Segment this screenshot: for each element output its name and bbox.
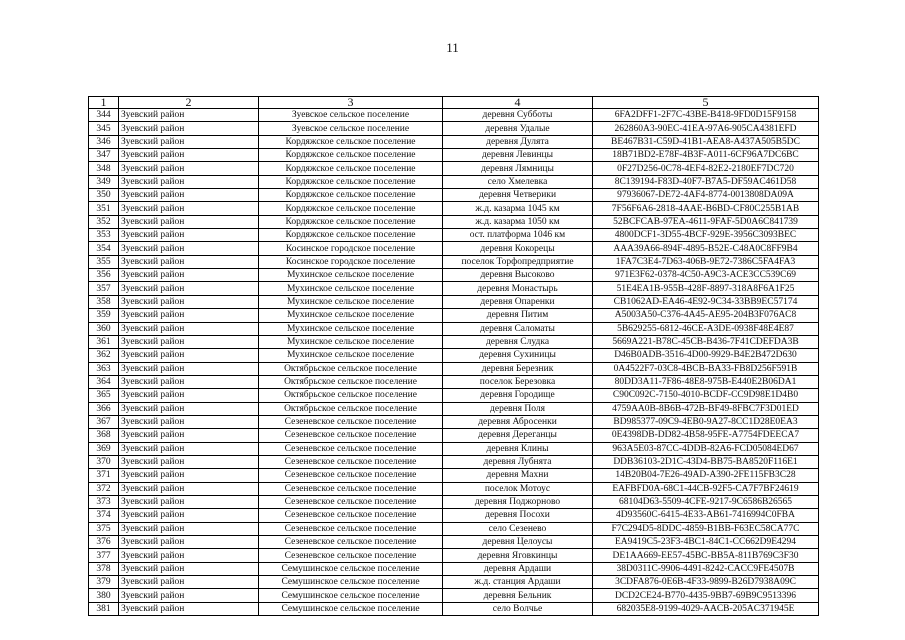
table-row bbox=[89, 429, 819, 442]
guid-cell: F7C294D5-8DDC-4859-B1BB-F63EC58CA77C bbox=[593, 522, 819, 535]
district-cell: Зуевский район bbox=[119, 429, 259, 442]
guid-cell: 97936067-DE72-4AF4-8774-0013808DA09A bbox=[593, 189, 819, 202]
row-number: 352 bbox=[89, 215, 119, 228]
district-cell: Зуевский район bbox=[119, 295, 259, 308]
district-cell: Зуевский район bbox=[119, 602, 259, 615]
district-cell: Зуевский район bbox=[119, 522, 259, 535]
column-header-locality: 4 bbox=[443, 97, 593, 109]
row-number: 353 bbox=[89, 229, 119, 242]
table-row bbox=[89, 362, 819, 375]
table-row bbox=[89, 109, 819, 122]
locality-cell: деревня Березник bbox=[443, 362, 593, 375]
settlement-cell: Сезеневское сельское поселение bbox=[259, 522, 443, 535]
row-number: 358 bbox=[89, 295, 119, 308]
settlement-cell: Семушинское сельское поселение bbox=[259, 576, 443, 589]
locality-cell: поселок Березовка bbox=[443, 375, 593, 388]
settlement-cell: Кордяжское сельское поселение bbox=[259, 135, 443, 148]
district-cell: Зуевский район bbox=[119, 562, 259, 575]
row-number: 363 bbox=[89, 362, 119, 375]
district-cell: Зуевский район bbox=[119, 455, 259, 468]
district-cell: Зуевский район bbox=[119, 549, 259, 562]
locality-cell: деревня Лубнята bbox=[443, 455, 593, 468]
guid-cell: 262860A3-90EC-41EA-97A6-905CA4381EFD bbox=[593, 122, 819, 135]
column-header-district: 2 bbox=[119, 97, 259, 109]
table-row bbox=[89, 469, 819, 482]
district-cell: Зуевский район bbox=[119, 322, 259, 335]
locality-cell: деревня Слудка bbox=[443, 335, 593, 348]
settlement-cell: Кордяжское сельское поселение bbox=[259, 215, 443, 228]
row-number: 372 bbox=[89, 482, 119, 495]
settlement-cell: Октябрьское сельское поселение bbox=[259, 362, 443, 375]
settlement-cell: Сезеневское сельское поселение bbox=[259, 549, 443, 562]
table-row bbox=[89, 482, 819, 495]
table-row bbox=[89, 149, 819, 162]
settlement-cell: Мухинское сельское поселение bbox=[259, 295, 443, 308]
settlement-cell: Сезеневское сельское поселение bbox=[259, 455, 443, 468]
row-number: 347 bbox=[89, 149, 119, 162]
locality-cell: деревня Целоусы bbox=[443, 536, 593, 549]
guid-cell: DE1AA669-EE57-45BC-BB5A-811B769C3F30 bbox=[593, 549, 819, 562]
settlement-cell: Мухинское сельское поселение bbox=[259, 349, 443, 362]
district-cell: Зуевский район bbox=[119, 135, 259, 148]
locality-registry-table bbox=[88, 96, 819, 616]
row-number: 357 bbox=[89, 282, 119, 295]
district-cell: Зуевский район bbox=[119, 242, 259, 255]
row-number: 367 bbox=[89, 415, 119, 428]
district-cell: Зуевский район bbox=[119, 375, 259, 388]
row-number: 366 bbox=[89, 402, 119, 415]
district-cell: Зуевский район bbox=[119, 576, 259, 589]
locality-cell: деревня Левинцы bbox=[443, 149, 593, 162]
district-cell: Зуевский район bbox=[119, 402, 259, 415]
table-row bbox=[89, 576, 819, 589]
table-row bbox=[89, 549, 819, 562]
locality-cell: ж.д. станция Ардаши bbox=[443, 576, 593, 589]
district-cell: Зуевский район bbox=[119, 282, 259, 295]
locality-cell: деревня Дереганцы bbox=[443, 429, 593, 442]
column-header-guid: 5 bbox=[593, 97, 819, 109]
district-cell: Зуевский район bbox=[119, 349, 259, 362]
row-number: 381 bbox=[89, 602, 119, 615]
locality-cell: деревня Саломаты bbox=[443, 322, 593, 335]
table-row bbox=[89, 295, 819, 308]
district-cell: Зуевский район bbox=[119, 362, 259, 375]
table-row bbox=[89, 282, 819, 295]
locality-cell: село Волчье bbox=[443, 602, 593, 615]
row-number: 346 bbox=[89, 135, 119, 148]
table-row bbox=[89, 349, 819, 362]
row-number: 378 bbox=[89, 562, 119, 575]
page-number: 11 bbox=[446, 40, 459, 55]
row-number: 365 bbox=[89, 389, 119, 402]
settlement-cell: Октябрьское сельское поселение bbox=[259, 402, 443, 415]
guid-cell: 0F27D256-0C78-4EF4-82E2-2180EF7DC720 bbox=[593, 162, 819, 175]
locality-cell: деревня Лямницы bbox=[443, 162, 593, 175]
settlement-cell: Сезеневское сельское поселение bbox=[259, 415, 443, 428]
table-row bbox=[89, 509, 819, 522]
guid-cell: 7F56F6A6-2818-4AAE-B6BD-CF80C255B1AB bbox=[593, 202, 819, 215]
guid-cell: 0A4522F7-03C8-4BCB-BA33-FB8D256F591B bbox=[593, 362, 819, 375]
guid-cell: 0E4398DB-DD82-4B58-95FE-A7754FDEECA7 bbox=[593, 429, 819, 442]
row-number: 350 bbox=[89, 189, 119, 202]
table-row bbox=[89, 175, 819, 188]
table-row bbox=[89, 495, 819, 508]
row-number: 368 bbox=[89, 429, 119, 442]
table-row bbox=[89, 269, 819, 282]
row-number: 370 bbox=[89, 455, 119, 468]
settlement-cell: Сезеневское сельское поселение bbox=[259, 469, 443, 482]
locality-cell: деревня Поля bbox=[443, 402, 593, 415]
guid-cell: 5B629255-6812-46CE-A3DE-0938F48E4E87 bbox=[593, 322, 819, 335]
guid-cell: DDB36103-2D1C-43D4-BB75-BA8520F116E1 bbox=[593, 455, 819, 468]
table-row bbox=[89, 242, 819, 255]
guid-cell: EAFBFD0A-68C1-44CB-92F5-CA7F7BF24619 bbox=[593, 482, 819, 495]
district-cell: Зуевский район bbox=[119, 495, 259, 508]
guid-cell: 971E3F62-0378-4C50-A9C3-ACE3CC539C69 bbox=[593, 269, 819, 282]
locality-cell: деревня Опаренки bbox=[443, 295, 593, 308]
settlement-cell: Мухинское сельское поселение bbox=[259, 322, 443, 335]
district-cell: Зуевский район bbox=[119, 189, 259, 202]
guid-cell: CB1062AD-EA46-4E92-9C34-33BB9EC57174 bbox=[593, 295, 819, 308]
table-row bbox=[89, 189, 819, 202]
locality-cell: деревня Субботы bbox=[443, 109, 593, 122]
district-cell: Зуевский район bbox=[119, 229, 259, 242]
settlement-cell: Мухинское сельское поселение bbox=[259, 269, 443, 282]
guid-cell: 4800DCF1-3D55-4BCF-929E-3956C3093BEC bbox=[593, 229, 819, 242]
locality-cell: деревня Абросенки bbox=[443, 415, 593, 428]
row-number: 380 bbox=[89, 589, 119, 602]
district-cell: Зуевский район bbox=[119, 175, 259, 188]
table-header-row bbox=[89, 97, 819, 109]
locality-cell: деревня Дулята bbox=[443, 135, 593, 148]
table-row bbox=[89, 135, 819, 148]
settlement-cell: Зуевское сельское поселение bbox=[259, 122, 443, 135]
table-row bbox=[89, 455, 819, 468]
row-number: 377 bbox=[89, 549, 119, 562]
settlement-cell: Сезеневское сельское поселение bbox=[259, 536, 443, 549]
guid-cell: 4D93560C-6415-4E33-AB61-7416994C0FBA bbox=[593, 509, 819, 522]
district-cell: Зуевский район bbox=[119, 269, 259, 282]
locality-cell: деревня Сухиницы bbox=[443, 349, 593, 362]
guid-cell: A5003A50-C376-4A45-AE95-204B3F076AC8 bbox=[593, 309, 819, 322]
guid-cell: 51E4EA1B-955B-428F-8897-318A8F6A1F25 bbox=[593, 282, 819, 295]
settlement-cell: Кордяжское сельское поселение bbox=[259, 202, 443, 215]
guid-cell: BE467B31-C59D-41B1-AEA8-A437A505B5DC bbox=[593, 135, 819, 148]
row-number: 364 bbox=[89, 375, 119, 388]
table-row bbox=[89, 215, 819, 228]
district-cell: Зуевский район bbox=[119, 536, 259, 549]
settlement-cell: Косинское городское поселение bbox=[259, 255, 443, 268]
table-row bbox=[89, 255, 819, 268]
guid-cell: 4759AA0B-8B6B-472B-BF49-8FBC7F3D01ED bbox=[593, 402, 819, 415]
table-row bbox=[89, 415, 819, 428]
locality-cell: деревня Удалые bbox=[443, 122, 593, 135]
district-cell: Зуевский район bbox=[119, 335, 259, 348]
row-number: 360 bbox=[89, 322, 119, 335]
table-row bbox=[89, 442, 819, 455]
district-cell: Зуевский район bbox=[119, 589, 259, 602]
locality-cell: ж.д. казарма 1045 км bbox=[443, 202, 593, 215]
guid-cell: 5669A221-B78C-45CB-B436-7F41CDEFDA3B bbox=[593, 335, 819, 348]
settlement-cell: Сезеневское сельское поселение bbox=[259, 495, 443, 508]
settlement-cell: Сезеневское сельское поселение bbox=[259, 482, 443, 495]
table-row bbox=[89, 202, 819, 215]
settlement-cell: Семушинское сельское поселение bbox=[259, 589, 443, 602]
guid-cell: 18B71BD2-E78F-4B3F-A011-6CF96A7DC6BC bbox=[593, 149, 819, 162]
locality-cell: деревня Монастырь bbox=[443, 282, 593, 295]
table-row bbox=[89, 309, 819, 322]
settlement-cell: Семушинское сельское поселение bbox=[259, 562, 443, 575]
guid-cell: 14B20B04-7E26-49AD-A390-2FE115FB3C28 bbox=[593, 469, 819, 482]
settlement-cell: Мухинское сельское поселение bbox=[259, 309, 443, 322]
district-cell: Зуевский район bbox=[119, 309, 259, 322]
table-row bbox=[89, 602, 819, 615]
district-cell: Зуевский район bbox=[119, 389, 259, 402]
guid-cell: AAA39A66-894F-4895-B52E-C48A0C8FF9B4 bbox=[593, 242, 819, 255]
guid-cell: 80DD3A11-7F86-48E8-975B-E440E2B06DA1 bbox=[593, 375, 819, 388]
locality-cell: село Хмелевка bbox=[443, 175, 593, 188]
locality-cell: ж.д. казарма 1050 км bbox=[443, 215, 593, 228]
column-header-number: 1 bbox=[89, 97, 119, 109]
row-number: 373 bbox=[89, 495, 119, 508]
settlement-cell: Сезеневское сельское поселение bbox=[259, 509, 443, 522]
district-cell: Зуевский район bbox=[119, 482, 259, 495]
row-number: 376 bbox=[89, 536, 119, 549]
guid-cell: C90C092C-7150-4010-BCDF-CC9D98E1D4B0 bbox=[593, 389, 819, 402]
locality-cell: деревня Высоково bbox=[443, 269, 593, 282]
table-row bbox=[89, 375, 819, 388]
settlement-cell: Сезеневское сельское поселение bbox=[259, 442, 443, 455]
district-cell: Зуевский район bbox=[119, 442, 259, 455]
guid-cell: 6FA2DFF1-2F7C-43BE-B418-9FD0D15F9158 bbox=[593, 109, 819, 122]
locality-cell: село Сезенево bbox=[443, 522, 593, 535]
district-cell: Зуевский район bbox=[119, 202, 259, 215]
settlement-cell: Октябрьское сельское поселение bbox=[259, 389, 443, 402]
row-number: 375 bbox=[89, 522, 119, 535]
guid-cell: 1FA7C3E4-7D63-406B-9E72-7386C5FA4FA3 bbox=[593, 255, 819, 268]
table-row bbox=[89, 335, 819, 348]
settlement-cell: Зуевское сельское поселение bbox=[259, 109, 443, 122]
settlement-cell: Косинское городское поселение bbox=[259, 242, 443, 255]
table-row bbox=[89, 162, 819, 175]
row-number: 348 bbox=[89, 162, 119, 175]
locality-cell: деревня Четверики bbox=[443, 189, 593, 202]
settlement-cell: Кордяжское сельское поселение bbox=[259, 229, 443, 242]
locality-cell: деревня Посохи bbox=[443, 509, 593, 522]
table-row bbox=[89, 389, 819, 402]
table-row bbox=[89, 589, 819, 602]
guid-cell: 38D0311C-9906-4491-8242-CACC9FE4507B bbox=[593, 562, 819, 575]
locality-cell: деревня Махни bbox=[443, 469, 593, 482]
row-number: 351 bbox=[89, 202, 119, 215]
district-cell: Зуевский район bbox=[119, 122, 259, 135]
district-cell: Зуевский район bbox=[119, 255, 259, 268]
row-number: 354 bbox=[89, 242, 119, 255]
settlement-cell: Сезеневское сельское поселение bbox=[259, 429, 443, 442]
table-row bbox=[89, 322, 819, 335]
locality-cell: ост. платформа 1046 км bbox=[443, 229, 593, 242]
district-cell: Зуевский район bbox=[119, 215, 259, 228]
row-number: 355 bbox=[89, 255, 119, 268]
row-number: 374 bbox=[89, 509, 119, 522]
guid-cell: DCD2CE24-B770-4435-9BB7-69B9C9513396 bbox=[593, 589, 819, 602]
row-number: 371 bbox=[89, 469, 119, 482]
row-number: 379 bbox=[89, 576, 119, 589]
guid-cell: 963A5E03-87CC-4DDB-82A6-FCD05084ED67 bbox=[593, 442, 819, 455]
locality-cell: деревня Клины bbox=[443, 442, 593, 455]
district-cell: Зуевский район bbox=[119, 415, 259, 428]
locality-cell: деревня Питим bbox=[443, 309, 593, 322]
settlement-cell: Кордяжское сельское поселение bbox=[259, 189, 443, 202]
district-cell: Зуевский район bbox=[119, 109, 259, 122]
locality-cell: деревня Городище bbox=[443, 389, 593, 402]
table-row bbox=[89, 536, 819, 549]
locality-cell: деревня Яговкинцы bbox=[443, 549, 593, 562]
guid-cell: D46B0ADB-3516-4D00-9929-B4E2B472D630 bbox=[593, 349, 819, 362]
settlement-cell: Мухинское сельское поселение bbox=[259, 335, 443, 348]
table-row bbox=[89, 522, 819, 535]
settlement-cell: Семушинское сельское поселение bbox=[259, 602, 443, 615]
settlement-cell: Кордяжское сельское поселение bbox=[259, 162, 443, 175]
locality-cell: деревня Поджорново bbox=[443, 495, 593, 508]
locality-cell: деревня Ардаши bbox=[443, 562, 593, 575]
table-row bbox=[89, 122, 819, 135]
guid-cell: 52BCFCAB-97EA-4611-9FAF-5D0A6C841739 bbox=[593, 215, 819, 228]
locality-cell: поселок Торфопредприятие bbox=[443, 255, 593, 268]
guid-cell: 8C139194-F83D-40F7-B7A5-DF59AC461D58 bbox=[593, 175, 819, 188]
settlement-cell: Кордяжское сельское поселение bbox=[259, 175, 443, 188]
column-header-settlement: 3 bbox=[259, 97, 443, 109]
table-row bbox=[89, 402, 819, 415]
row-number: 345 bbox=[89, 122, 119, 135]
district-cell: Зуевский район bbox=[119, 469, 259, 482]
settlement-cell: Кордяжское сельское поселение bbox=[259, 149, 443, 162]
guid-cell: 3CDFA876-0E6B-4F33-9899-B26D7938A09C bbox=[593, 576, 819, 589]
locality-cell: деревня Бельник bbox=[443, 589, 593, 602]
table-row bbox=[89, 229, 819, 242]
row-number: 359 bbox=[89, 309, 119, 322]
locality-cell: поселок Мотоус bbox=[443, 482, 593, 495]
district-cell: Зуевский район bbox=[119, 509, 259, 522]
row-number: 369 bbox=[89, 442, 119, 455]
row-number: 356 bbox=[89, 269, 119, 282]
settlement-cell: Октябрьское сельское поселение bbox=[259, 375, 443, 388]
row-number: 349 bbox=[89, 175, 119, 188]
settlement-cell: Мухинское сельское поселение bbox=[259, 282, 443, 295]
table-row bbox=[89, 562, 819, 575]
guid-cell: 682035E8-9199-4029-AACB-205AC371945E bbox=[593, 602, 819, 615]
locality-cell: деревня Кокорецы bbox=[443, 242, 593, 255]
row-number: 362 bbox=[89, 349, 119, 362]
guid-cell: BD985377-09C9-4EB0-9A27-8CC1D28E0EA3 bbox=[593, 415, 819, 428]
row-number: 361 bbox=[89, 335, 119, 348]
guid-cell: EA9419C5-23F3-4BC1-84C1-CC662D9E4294 bbox=[593, 536, 819, 549]
guid-cell: 68104D63-5509-4CFE-9217-9C6586B26565 bbox=[593, 495, 819, 508]
district-cell: Зуевский район bbox=[119, 162, 259, 175]
row-number: 344 bbox=[89, 109, 119, 122]
district-cell: Зуевский район bbox=[119, 149, 259, 162]
